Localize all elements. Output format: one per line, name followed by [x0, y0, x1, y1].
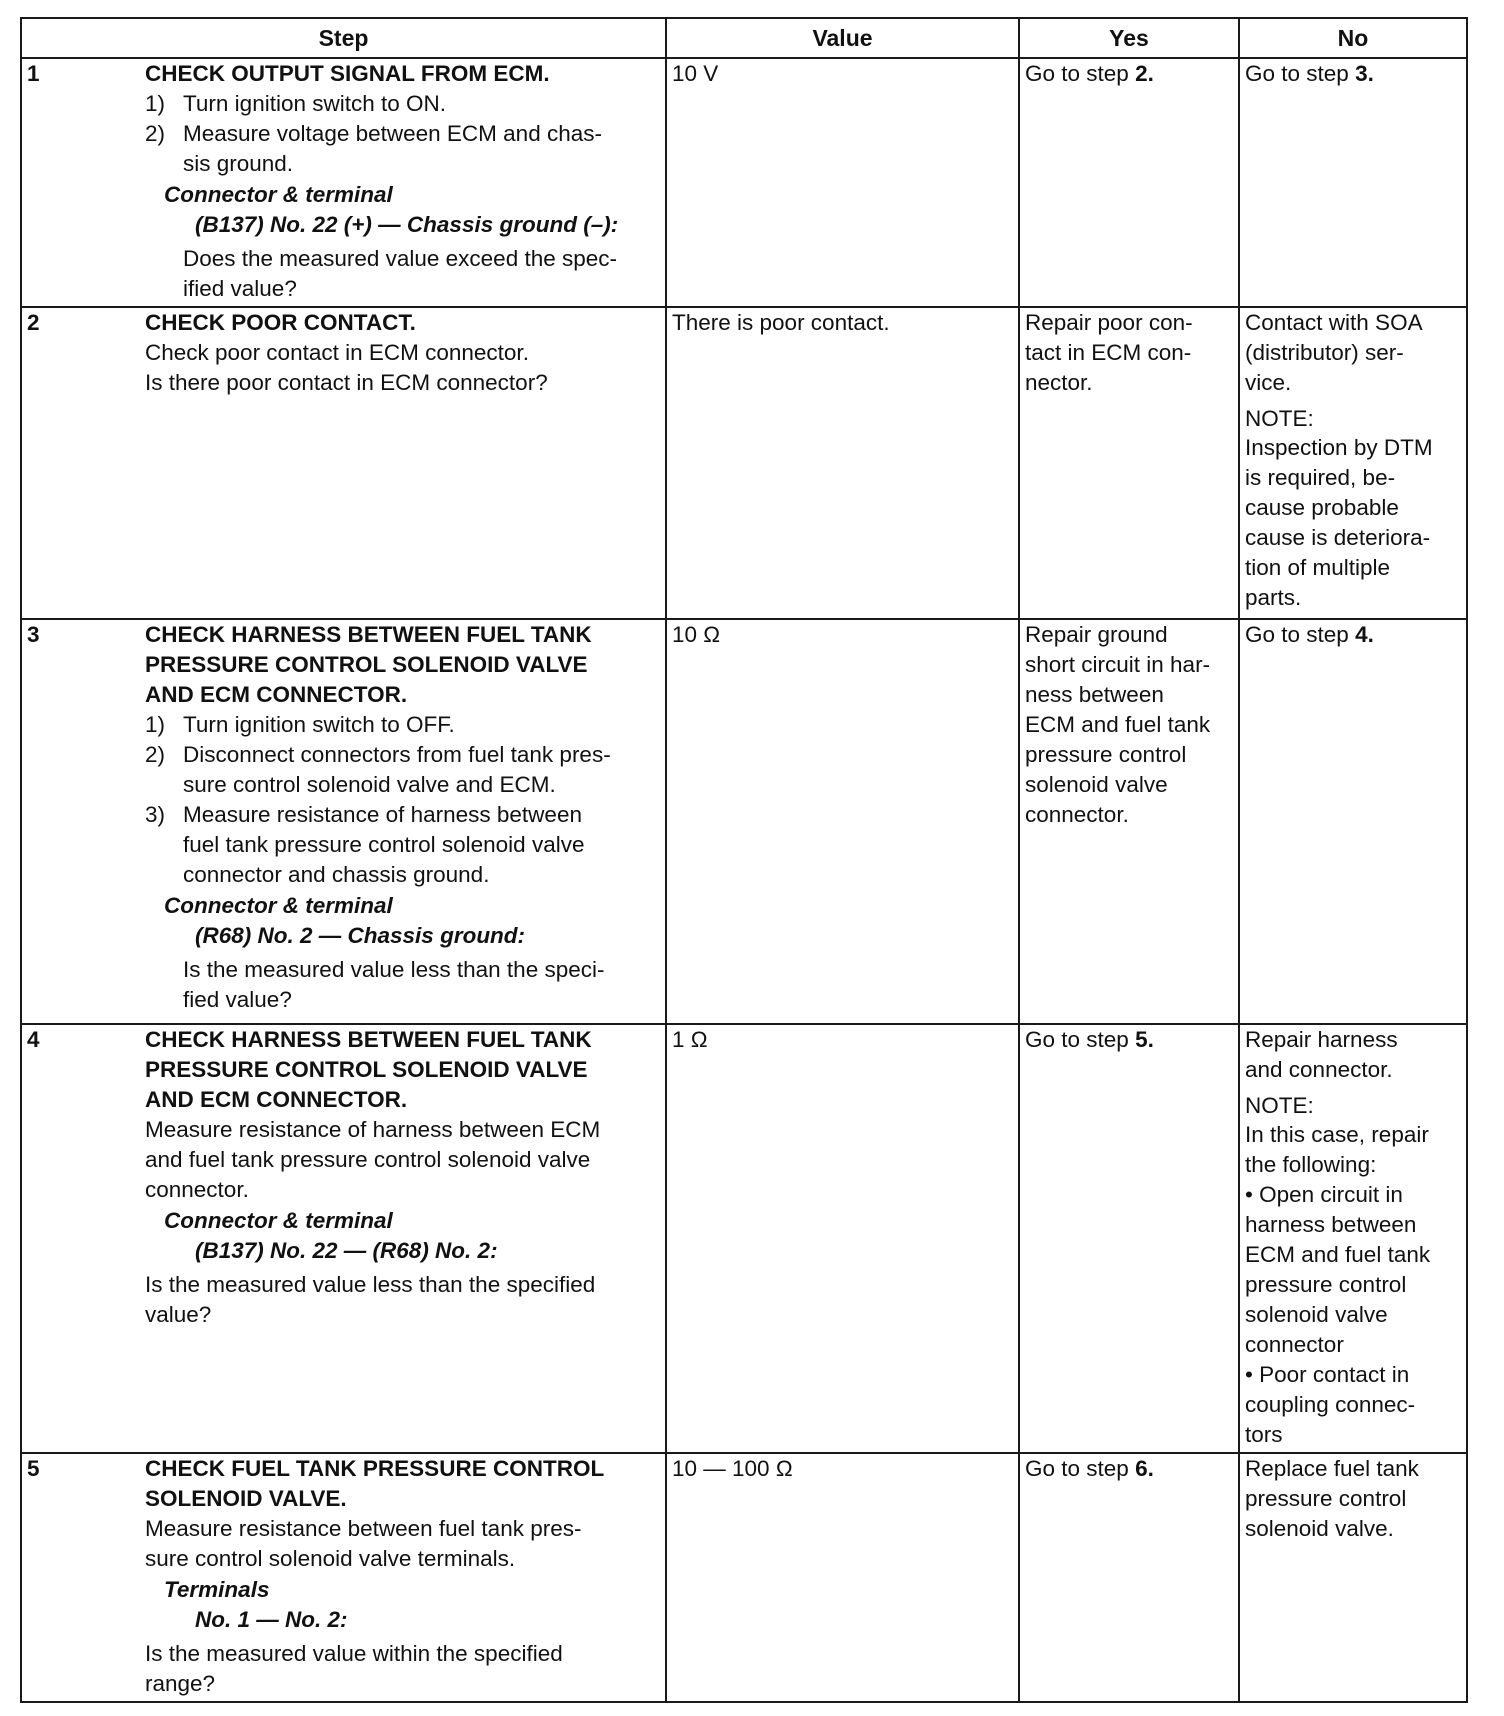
step-title: CHECK HARNESS BETWEEN FUEL TANK PRESSURE CONTROL SOLENOID VALVE AND ECM CONNECTOR.: [145, 622, 592, 707]
note-label: NOTE:: [1245, 1093, 1314, 1118]
table-row: [21, 307, 1467, 619]
step-cell: [21, 619, 666, 1024]
step-title: CHECK POOR CONTACT.: [145, 310, 416, 335]
yes-cell: Go to step 2.: [1019, 58, 1239, 307]
value-cell: There is poor contact.: [666, 307, 1019, 619]
no-cell: Go to step 4.: [1239, 619, 1467, 1024]
step-cell: [21, 1453, 666, 1702]
note-text: Inspection by DTM is required, be- cause probable cause is deteriora- tion of multiple parts.: [1245, 435, 1433, 610]
header-row: [21, 18, 1467, 58]
connector-terminal-value: (B137) No. 22 (+) — Chassis ground (–):: [195, 212, 619, 237]
connector-terminal-label: Connector & terminal: [164, 893, 393, 918]
header-yes: Yes: [1019, 18, 1239, 58]
connector-terminal-value: (R68) No. 2 — Chassis ground:: [195, 923, 526, 948]
yes-cell: Go to step 6.: [1019, 1453, 1239, 1702]
step-instruction: Measure resistance between fuel tank pres- sure control solenoid valve terminals.: [145, 1516, 582, 1571]
step-number: 5: [27, 1456, 40, 1481]
connector-terminal-label: Connector & terminal: [164, 1208, 393, 1233]
step-question: Is the measured value within the specified range?: [145, 1641, 563, 1696]
step-instruction: Check poor contact in ECM connector.: [145, 340, 529, 365]
sub-step: 2) Measure voltage between ECM and chas- sis ground.: [145, 121, 602, 176]
step-title: CHECK OUTPUT SIGNAL FROM ECM.: [145, 61, 550, 86]
note-label: NOTE:: [1245, 406, 1314, 431]
yes-cell: Repair ground short circuit in har- ness between ECM and fuel tank pressure control solenoid valve connector.: [1019, 619, 1239, 1024]
step-number: 1: [27, 61, 40, 86]
step-cell: [21, 1024, 666, 1453]
note-text: In this case, repair the following:: [1245, 1122, 1429, 1177]
header-value: Value: [666, 18, 1019, 58]
diagnostic-table-page: [20, 17, 1466, 1703]
yes-cell: Repair poor con- tact in ECM con- nector.: [1019, 307, 1239, 619]
header-no: No: [1239, 18, 1467, 58]
sub-step: 2) Disconnect connectors from fuel tank pres- sure control solenoid valve and ECM.: [145, 742, 611, 797]
step-number: 3: [27, 622, 40, 647]
bullet-item: • Open circuit in harness between ECM and fuel tank pressure control solenoid valve connector: [1245, 1182, 1431, 1357]
step-number: 4: [27, 1027, 40, 1052]
value-cell: 1 Ω: [666, 1024, 1019, 1453]
terminals-value: No. 1 — No. 2:: [195, 1607, 348, 1632]
step-question: Is the measured value less than the speci- fied value?: [183, 957, 605, 1012]
step-number: 2: [27, 310, 40, 335]
sub-step: 3) Measure resistance of harness between fuel tank pressure control solenoid valve connector and chassis ground.: [145, 802, 585, 887]
bullet-item: • Poor contact in coupling connec- tors: [1245, 1362, 1416, 1447]
step-question: Is the measured value less than the specified value?: [145, 1272, 596, 1327]
step-question: Is there poor contact in ECM connector?: [145, 370, 548, 395]
step-title: CHECK FUEL TANK PRESSURE CONTROL SOLENOID VALVE.: [145, 1456, 605, 1511]
step-instruction: Measure resistance of harness between ECM and fuel tank pressure control solenoid valve connector.: [145, 1117, 601, 1202]
value-cell: 10 V: [666, 58, 1019, 307]
diagnostic-table: [20, 17, 1468, 1703]
header-step: Step: [21, 18, 666, 58]
step-question: Does the measured value exceed the spec- ified value?: [183, 246, 618, 301]
sub-step: 1) Turn ignition switch to ON.: [145, 91, 447, 116]
table-row: [21, 619, 1467, 1024]
no-cell: Replace fuel tank pressure control solenoid valve.: [1239, 1453, 1467, 1702]
connector-terminal-label: Connector & terminal: [164, 182, 393, 207]
step-cell: [21, 307, 666, 619]
step-title: CHECK HARNESS BETWEEN FUEL TANK PRESSURE CONTROL SOLENOID VALVE AND ECM CONNECTOR.: [145, 1027, 592, 1112]
value-cell: 10 Ω: [666, 619, 1019, 1024]
yes-cell: Go to step 5.: [1019, 1024, 1239, 1453]
value-cell: 10 — 100 Ω: [666, 1453, 1019, 1702]
table-row: [21, 1453, 1467, 1702]
table-row: [21, 58, 1467, 307]
sub-step: 1) Turn ignition switch to OFF.: [145, 712, 455, 737]
connector-terminal-value: (B137) No. 22 — (R68) No. 2:: [195, 1238, 498, 1263]
no-cell: Contact with SOA (distributor) ser- vice. NOTE: Inspection by DTM is required, be- cause probable cause is deteriora- tion of multiple parts.: [1239, 307, 1467, 619]
step-cell: [21, 58, 666, 307]
no-cell: Repair harness and connector. NOTE: In this case, repair the following: • Open circuit in harness between ECM and fuel tank pressure control solenoid valve connector • Poor contact in coupling connec- tors: [1239, 1024, 1467, 1453]
table-row: [21, 1024, 1467, 1453]
terminals-label: Terminals: [164, 1577, 270, 1602]
no-cell: Go to step 3.: [1239, 58, 1467, 307]
